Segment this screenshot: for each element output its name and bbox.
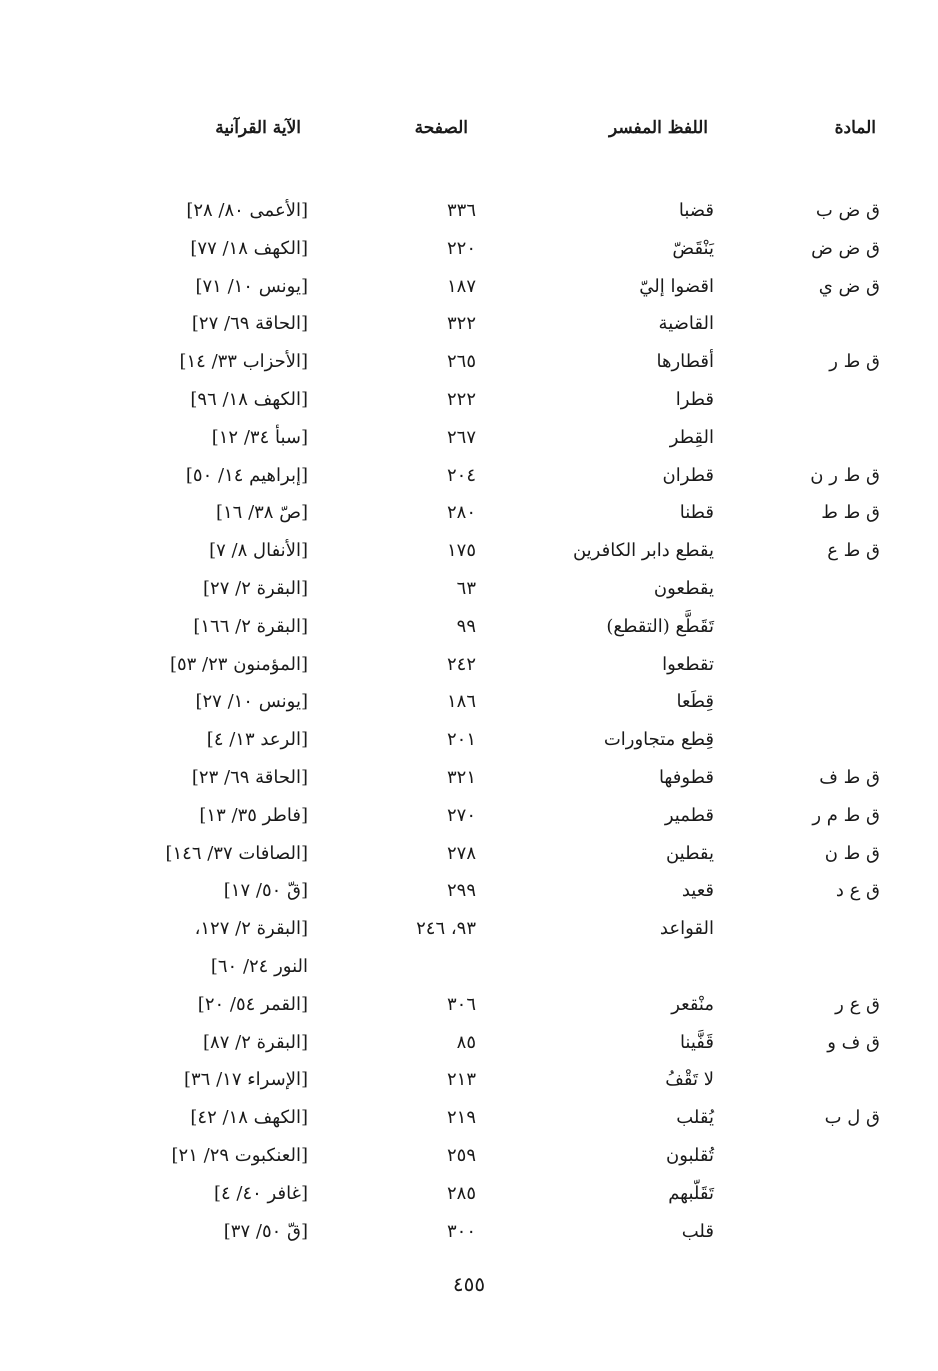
word-cell: يَنْقَضّ [672, 237, 714, 259]
table-row [0, 650, 938, 688]
page-cell: ٢٥٩ [446, 1144, 476, 1166]
verse-cell: [القمر ٥٤/ ٢٠] [197, 993, 308, 1015]
word-cell: تُقلبون [665, 1144, 714, 1166]
verse-cell: [البقرة ٢/ ١٦٦] [193, 615, 308, 637]
table-row [0, 990, 938, 1028]
verse-cell: [المؤمنون ٢٣/ ٥٣] [169, 653, 308, 675]
page-cell: ٢٦٧ [446, 426, 476, 448]
word-cell: يقطعون [653, 577, 714, 599]
table-row [0, 385, 938, 423]
word-cell: قضبا [678, 200, 714, 221]
word-cell: القِطر [669, 426, 714, 448]
verse-cell: [الحاقة ٦٩/ ٢٣] [191, 766, 308, 788]
verse-cell: [البقرة ٢/ ١٢٧، [194, 918, 308, 940]
word-cell: قطرا [675, 388, 714, 410]
table-row [0, 952, 938, 990]
verse-cell: [يونس ١٠/ ٧١] [195, 275, 308, 297]
page-cell: ٢٩٩ [446, 880, 476, 902]
header-page: الصفحة [414, 118, 468, 138]
page-cell: ١٧٥ [446, 540, 476, 562]
page-cell: ٢٤٢ [446, 653, 476, 675]
word-cell: قعيد [681, 880, 714, 902]
page-cell: ١٨٧ [446, 275, 476, 297]
header-root: المادة [834, 118, 876, 138]
header-word: اللفظ المفسر [608, 118, 708, 138]
table-row [0, 876, 938, 914]
verse-cell: [الإسراء ١٧/ ٣٦] [183, 1069, 308, 1091]
root-cell: ق ط ر ن [810, 464, 880, 486]
page-number: ٤٥٥ [452, 1272, 486, 1296]
verse-cell: [غافر ٤٠/ ٤] [213, 1182, 308, 1204]
root-cell: ق ط ع [827, 540, 880, 562]
verse-cell: [الكهف ١٨/ ٩٦] [190, 388, 308, 410]
page-cell: ٣٢٢ [446, 313, 476, 335]
table-row [0, 1065, 938, 1103]
page-cell: ٢٠١ [446, 729, 476, 751]
page-cell: ٢٠٤ [446, 464, 476, 486]
word-cell: قلب [681, 1220, 714, 1242]
table-row [0, 763, 938, 801]
table-row [0, 1103, 938, 1141]
table-row [0, 574, 938, 612]
page-cell: ٩٩ [456, 615, 476, 637]
word-cell: قطران [662, 464, 714, 486]
verse-cell: [إبراهيم ١٤/ ٥٠] [185, 464, 308, 486]
verse-cell: [فاطر ٣٥/ ١٣] [199, 804, 308, 826]
index-table [0, 196, 938, 1254]
verse-cell: [البقرة ٢/ ٢٧] [203, 577, 308, 599]
root-cell: ق ط م ر [812, 804, 880, 826]
table-row [0, 612, 938, 650]
root-cell: ق ض ب [815, 200, 880, 221]
page-cell: ٣٢١ [446, 766, 476, 788]
word-cell: اقضوا إليّ [639, 275, 714, 297]
table-row [0, 234, 938, 272]
root-cell: ق ط ط [821, 502, 880, 524]
page-cell: ٢٢٠ [446, 237, 476, 259]
table-row [0, 839, 938, 877]
root-cell: ق ع د [835, 880, 880, 902]
page-cell: ١٨٦ [446, 691, 476, 713]
page-cell: ٢٦٥ [446, 351, 476, 373]
word-cell: قِطَعا [676, 691, 714, 713]
table-row [0, 536, 938, 574]
word-cell: تَقَطَّع (التقطع) [606, 615, 714, 637]
root-cell: ق ط ر [829, 351, 880, 373]
word-cell: منْقعر [671, 993, 714, 1015]
word-cell: يقطع دابر الكافرين [572, 540, 714, 562]
root-cell: ق ط ف [819, 766, 880, 788]
word-cell: يُقلب [676, 1107, 714, 1129]
verse-cell: [الأعمى ٨٠/ ٢٨] [186, 200, 308, 221]
page-cell: ٩٣، ٢٤٦ [416, 918, 476, 940]
word-cell: أقطارها [656, 351, 714, 373]
table-row [0, 461, 938, 499]
root-cell: ق ض ي [818, 275, 880, 297]
root-cell: ق ض ض [811, 237, 880, 259]
verse-cell: [الأحزاب ٣٣/ ١٤] [179, 351, 308, 373]
verse-cell: [الحاقة ٦٩/ ٢٧] [191, 313, 308, 335]
header-verse: الآية القرآنية [215, 118, 301, 138]
word-cell: قِطع متجاورات [603, 729, 714, 751]
word-cell: قطوفها [658, 766, 714, 788]
page-cell: ٦٣ [456, 577, 476, 599]
verse-cell: [الأنفال ٨/ ٧] [209, 540, 308, 562]
word-cell: القاضية [658, 313, 714, 335]
page-cell: ٨٥ [456, 1031, 476, 1053]
verse-cell: [البقرة ٢/ ٨٧] [203, 1031, 308, 1053]
table-row [0, 801, 938, 839]
table-row [0, 347, 938, 385]
word-cell: لا تَقْفُ [665, 1069, 714, 1091]
page-cell: ٣٣٦ [446, 200, 476, 221]
verse-cell: النور ٢٤/ ٦٠] [210, 955, 308, 977]
page-cell: ٢٢٢ [446, 388, 476, 410]
table-row [0, 687, 938, 725]
verse-cell: [يونس ١٠/ ٢٧] [195, 691, 308, 713]
root-cell: ق ف و [827, 1031, 880, 1053]
word-cell: يقطين [665, 842, 714, 864]
page-cell: ٢١٣ [446, 1069, 476, 1091]
verse-cell: [الكهف ١٨/ ٤٢] [190, 1107, 308, 1129]
word-cell: تَقَلّبهم [668, 1182, 714, 1204]
word-cell: القواعد [659, 918, 714, 940]
table-row [0, 1141, 938, 1179]
table-row [0, 1217, 938, 1255]
root-cell: ق ل ب [824, 1107, 880, 1129]
table-row [0, 1028, 938, 1066]
verse-cell: [الصافات ٣٧/ ١٤٦] [165, 842, 308, 864]
verse-cell: [الكهف ١٨/ ٧٧] [190, 237, 308, 259]
verse-cell: [الرعد ١٣/ ٤] [206, 729, 308, 751]
verse-cell: [قّ ٥٠/ ١٧] [223, 880, 308, 902]
word-cell: تقطعوا [662, 653, 714, 675]
page-cell: ٢٧٠ [446, 804, 476, 826]
table-row [0, 725, 938, 763]
verse-cell: [العنكبوت ٢٩/ ٢١] [171, 1144, 308, 1166]
page-cell: ٣٠٠ [446, 1220, 476, 1242]
table-row [0, 423, 938, 461]
table-row [0, 914, 938, 952]
table-row [0, 272, 938, 310]
verse-cell: [قّ ٥٠/ ٣٧] [223, 1220, 308, 1242]
page-cell: ٢٨٠ [446, 502, 476, 524]
table-row [0, 1179, 938, 1217]
root-cell: ق ع ر [835, 993, 880, 1015]
table-row [0, 196, 938, 234]
page-cell: ٢٨٥ [446, 1182, 476, 1204]
root-cell: ق ط ن [824, 842, 880, 864]
page-cell: ٢١٩ [446, 1107, 476, 1129]
verse-cell: [سبأ ٣٤/ ١٢] [211, 426, 308, 448]
table-header [0, 118, 938, 148]
word-cell: قطمير [664, 804, 714, 826]
table-row [0, 309, 938, 347]
word-cell: قَفَّينا [679, 1031, 714, 1053]
word-cell: قطنا [679, 502, 714, 524]
verse-cell: [صّ ٣٨/ ١٦] [215, 502, 308, 524]
page-cell: ٣٠٦ [446, 993, 476, 1015]
page-cell: ٢٧٨ [446, 842, 476, 864]
table-row [0, 498, 938, 536]
